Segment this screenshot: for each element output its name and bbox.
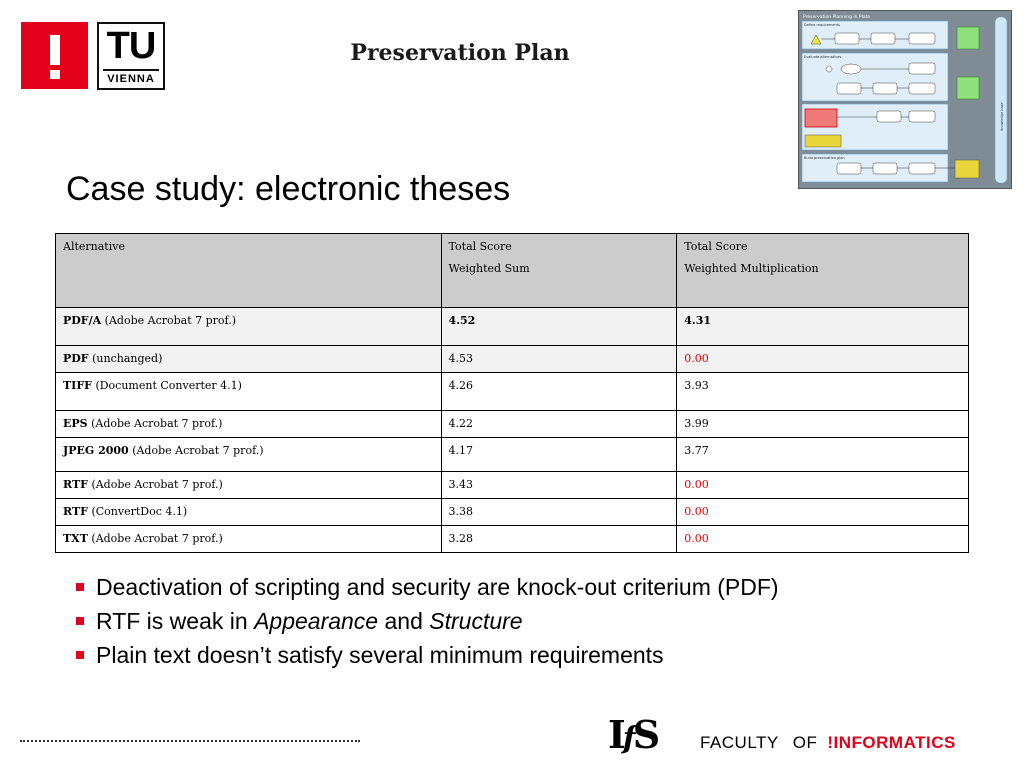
alternative-name: EPS bbox=[63, 417, 88, 430]
alternative-detail: (Adobe Acrobat 7 prof.) bbox=[101, 314, 237, 327]
weighted-multiplication-value: 0.00 bbox=[684, 352, 709, 365]
weighted-multiplication-value: 0.00 bbox=[684, 478, 709, 491]
faculty-text: FACULTY bbox=[700, 733, 779, 752]
diagram-section-2: Evaluate alternatives bbox=[804, 55, 842, 59]
ifs-logo-i: I bbox=[608, 712, 623, 757]
cell-weighted-multiplication bbox=[677, 499, 969, 526]
bullet-square-icon bbox=[76, 651, 84, 659]
table-row bbox=[56, 308, 969, 346]
findings-list bbox=[76, 570, 779, 672]
header-total-score-label: Total Score bbox=[684, 240, 748, 253]
header-alternative-label: Alternative bbox=[63, 240, 125, 253]
ifs-logo-f: f bbox=[622, 721, 633, 756]
alternative-name: PDF/A bbox=[63, 314, 102, 327]
cell-weighted-sum bbox=[441, 438, 677, 472]
bullet-text-part: RTF is weak in bbox=[96, 608, 255, 634]
table-row bbox=[56, 499, 969, 526]
weighted-sum-value: 3.28 bbox=[448, 532, 474, 545]
header-weighted-multiplication-label: Weighted Multiplication bbox=[684, 262, 819, 275]
alternative-detail: (Adobe Acrobat 7 prof.) bbox=[87, 532, 223, 545]
table-row bbox=[56, 526, 969, 553]
bullet-square-icon bbox=[76, 617, 84, 625]
weighted-multiplication-value: 0.00 bbox=[684, 505, 709, 518]
list-item bbox=[76, 638, 779, 672]
table-row bbox=[56, 411, 969, 438]
cell-weighted-multiplication bbox=[677, 308, 969, 346]
weighted-multiplication-value: 0.00 bbox=[684, 532, 709, 545]
cell-weighted-multiplication bbox=[677, 346, 969, 373]
cell-alternative bbox=[56, 526, 442, 553]
cell-alternative bbox=[56, 308, 442, 346]
alternative-detail: (Document Converter 4.1) bbox=[91, 379, 242, 392]
footer-dotted-line bbox=[20, 740, 360, 742]
results-table bbox=[55, 233, 969, 553]
cell-weighted-sum bbox=[441, 411, 677, 438]
alternative-name: TXT bbox=[63, 532, 88, 545]
of-text: OF bbox=[792, 733, 818, 752]
table-row bbox=[56, 346, 969, 373]
tu-vienna-logo bbox=[97, 22, 165, 90]
logo-divider bbox=[103, 69, 159, 71]
cell-alternative bbox=[56, 346, 442, 373]
cell-weighted-sum bbox=[441, 346, 677, 373]
weighted-multiplication-value: 4.31 bbox=[684, 314, 712, 327]
cell-alternative bbox=[56, 438, 442, 472]
weighted-multiplication-value: 3.77 bbox=[684, 444, 709, 457]
header-weighted-multiplication bbox=[677, 234, 969, 308]
alternative-name: JPEG 2000 bbox=[63, 444, 129, 457]
alternative-detail: (unchanged) bbox=[88, 352, 163, 365]
weighted-sum-value: 4.53 bbox=[448, 352, 474, 365]
cell-weighted-multiplication bbox=[677, 438, 969, 472]
ifs-logo bbox=[608, 712, 657, 757]
cell-alternative bbox=[56, 472, 442, 499]
alternative-detail: (Adobe Acrobat 7 prof.) bbox=[87, 478, 223, 491]
diagram-section-3: Build preservation plan bbox=[804, 156, 845, 160]
weighted-sum-value: 4.17 bbox=[448, 444, 474, 457]
logo-vienna-text: VIENNA bbox=[107, 73, 155, 85]
cell-weighted-sum bbox=[441, 526, 677, 553]
header-alternative bbox=[56, 234, 442, 308]
tu-exclamation-logo bbox=[21, 22, 88, 89]
logo-tu-text: TU bbox=[106, 25, 156, 67]
diagram-sidebar-label: Knowledge base bbox=[1000, 102, 1004, 131]
header-weighted-sum bbox=[441, 234, 677, 308]
alternative-detail: (Adobe Acrobat 7 prof.) bbox=[128, 444, 264, 457]
header-weighted-sum-label: Weighted Sum bbox=[448, 262, 530, 275]
bullet-emphasis: Structure bbox=[429, 608, 523, 634]
cell-alternative bbox=[56, 411, 442, 438]
cell-weighted-sum bbox=[441, 373, 677, 411]
exclamation-bar bbox=[50, 35, 60, 65]
bullet-square-icon bbox=[76, 583, 84, 591]
weighted-multiplication-value: 3.99 bbox=[684, 417, 709, 430]
cell-weighted-sum bbox=[441, 308, 677, 346]
preservation-planning-diagram bbox=[798, 10, 1012, 189]
weighted-sum-value: 3.43 bbox=[448, 478, 474, 491]
alternative-name: RTF bbox=[63, 478, 88, 491]
list-item bbox=[76, 570, 779, 604]
exclamation-dot bbox=[50, 70, 60, 79]
weighted-sum-value: 3.38 bbox=[448, 505, 474, 518]
diagram-title: Preservation Planning in Plato bbox=[803, 15, 871, 20]
faculty-of-informatics-logo bbox=[700, 733, 956, 753]
cell-weighted-sum bbox=[441, 499, 677, 526]
alternative-name: PDF bbox=[63, 352, 89, 365]
ifs-logo-s: S bbox=[632, 712, 658, 757]
alternative-detail: (Adobe Acrobat 7 prof.) bbox=[87, 417, 223, 430]
bullet-text: Plain text doesn’t satisfy several minimum requirements bbox=[96, 642, 664, 668]
cell-weighted-multiplication bbox=[677, 373, 969, 411]
cell-weighted-multiplication bbox=[677, 411, 969, 438]
weighted-multiplication-value: 3.93 bbox=[684, 379, 709, 392]
header-title: Preservation Plan bbox=[350, 40, 570, 66]
alternative-detail: (ConvertDoc 4.1) bbox=[87, 505, 188, 518]
bullet-text: Deactivation of scripting and security are knock-out criterium (PDF) bbox=[96, 574, 779, 600]
table-row bbox=[56, 438, 969, 472]
list-item bbox=[76, 604, 779, 638]
table-row bbox=[56, 472, 969, 499]
table-header-row bbox=[56, 234, 969, 308]
alternative-name: RTF bbox=[63, 505, 88, 518]
cell-weighted-multiplication bbox=[677, 526, 969, 553]
alternative-name: TIFF bbox=[63, 379, 92, 392]
header-total-score-label: Total Score bbox=[448, 240, 512, 253]
cell-weighted-sum bbox=[441, 472, 677, 499]
cell-weighted-multiplication bbox=[677, 472, 969, 499]
cell-alternative bbox=[56, 373, 442, 411]
slide-title: Case study: electronic theses bbox=[66, 170, 511, 208]
bullet-emphasis: Appearance bbox=[254, 608, 379, 634]
table-row bbox=[56, 373, 969, 411]
weighted-sum-value: 4.26 bbox=[448, 379, 474, 392]
informatics-text: !INFORMATICS bbox=[827, 733, 956, 752]
bullet-text-part: and bbox=[378, 608, 430, 634]
diagram-section-1: Define requirements bbox=[804, 23, 840, 27]
weighted-sum-value: 4.22 bbox=[448, 417, 474, 430]
weighted-sum-value: 4.52 bbox=[448, 314, 476, 327]
cell-alternative bbox=[56, 499, 442, 526]
